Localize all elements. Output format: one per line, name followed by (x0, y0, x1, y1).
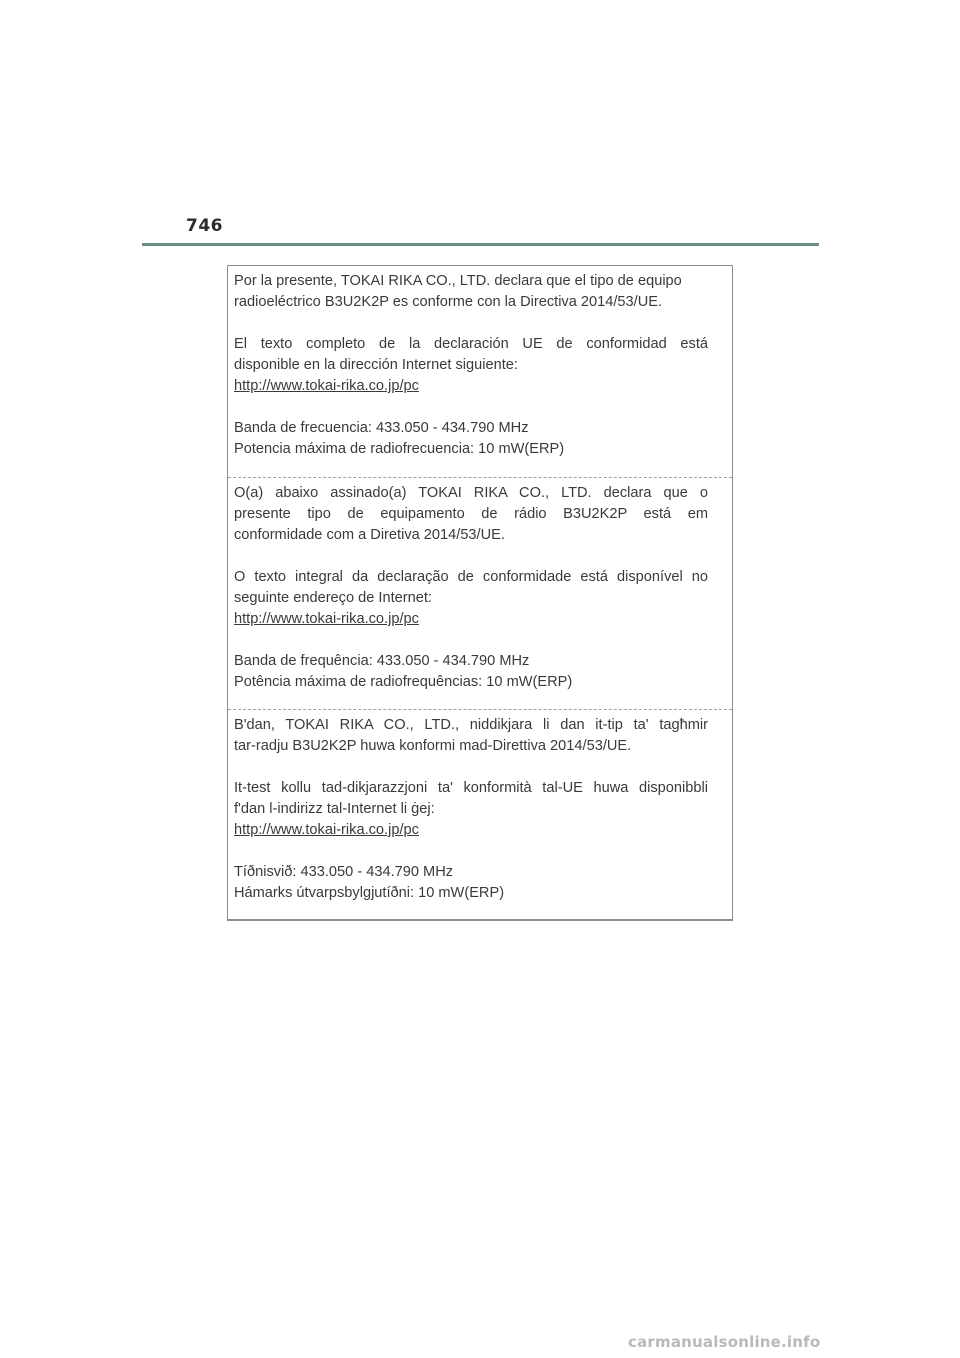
frequency-band-text: Tíðnisvið: 433.050 - 434.790 MHz (234, 864, 454, 880)
declaration-availability (234, 778, 708, 841)
declaration-availability-line: O texto integral da declaração de conformidade está disponível no (234, 569, 708, 585)
declaration-box (227, 265, 733, 921)
site-watermark: carmanualsonline.info (628, 1333, 821, 1351)
declaration-availability-line: It-test kollu tad-dikjarazzjoni ta' konformità tal-UE huwa disponibbli (234, 780, 708, 796)
declaration-availability-line: El texto completo de la declaración UE de conformidad está (234, 336, 708, 352)
declaration-intro (234, 271, 708, 313)
declaration-intro-line: presente tipo de equipamento de rádio B3U2K2P está em (234, 506, 708, 522)
declaration-intro-line: conformidade com a Diretiva 2014/53/UE. (234, 527, 505, 543)
declaration-intro (234, 483, 708, 546)
declaration-url-link[interactable]: http://www.tokai-rika.co.jp/pc (234, 822, 419, 838)
declaration-intro (234, 715, 708, 757)
max-power-text: Potência máxima de radiofrequências: 10 mW(ERP) (234, 674, 573, 690)
max-power-text: Potencia máxima de radiofrecuencia: 10 mW(ERP) (234, 441, 565, 457)
declaration-intro-line: O(a) abaixo assinado(a) TOKAI RIKA CO., LTD. declara que o (234, 485, 708, 501)
declaration-url-link[interactable]: http://www.tokai-rika.co.jp/pc (234, 611, 419, 627)
declaration-availability-line: f'dan l-indirizz tal-Internet li ġej: (234, 801, 435, 817)
declaration-specs (234, 418, 708, 460)
header-rule (142, 243, 819, 246)
max-power-text: Hámarks útvarpsbylgjutíðni: 10 mW(ERP) (234, 885, 505, 901)
declaration-section-spanish (228, 266, 732, 478)
page-number: 746 (186, 216, 223, 236)
declaration-specs (234, 862, 708, 904)
declaration-availability (234, 334, 708, 397)
declaration-intro-line: Por la presente, TOKAI RIKA CO., LTD. declara que el tipo de equipo (234, 273, 682, 289)
declaration-availability-line: seguinte endereço de Internet: (234, 590, 432, 606)
declaration-availability-line: disponible en la dirección Internet siguiente: (234, 357, 518, 373)
declaration-section-maltese (228, 710, 732, 920)
declaration-intro-line: B'dan, TOKAI RIKA CO., LTD., niddikjara li dan it-tip ta' tagħmir (234, 717, 708, 733)
frequency-band-text: Banda de frecuencia: 433.050 - 434.790 MHz (234, 420, 529, 436)
declaration-url-link[interactable]: http://www.tokai-rika.co.jp/pc (234, 378, 419, 394)
declaration-intro-line: radioeléctrico B3U2K2P es conforme con la Directiva 2014/53/UE. (234, 294, 663, 310)
declaration-intro-line: tar-radju B3U2K2P huwa konformi mad-Direttiva 2014/53/UE. (234, 738, 632, 754)
declaration-specs (234, 651, 708, 693)
declaration-section-portuguese (228, 478, 732, 710)
declaration-availability (234, 567, 708, 630)
frequency-band-text: Banda de frequência: 433.050 - 434.790 MHz (234, 653, 530, 669)
